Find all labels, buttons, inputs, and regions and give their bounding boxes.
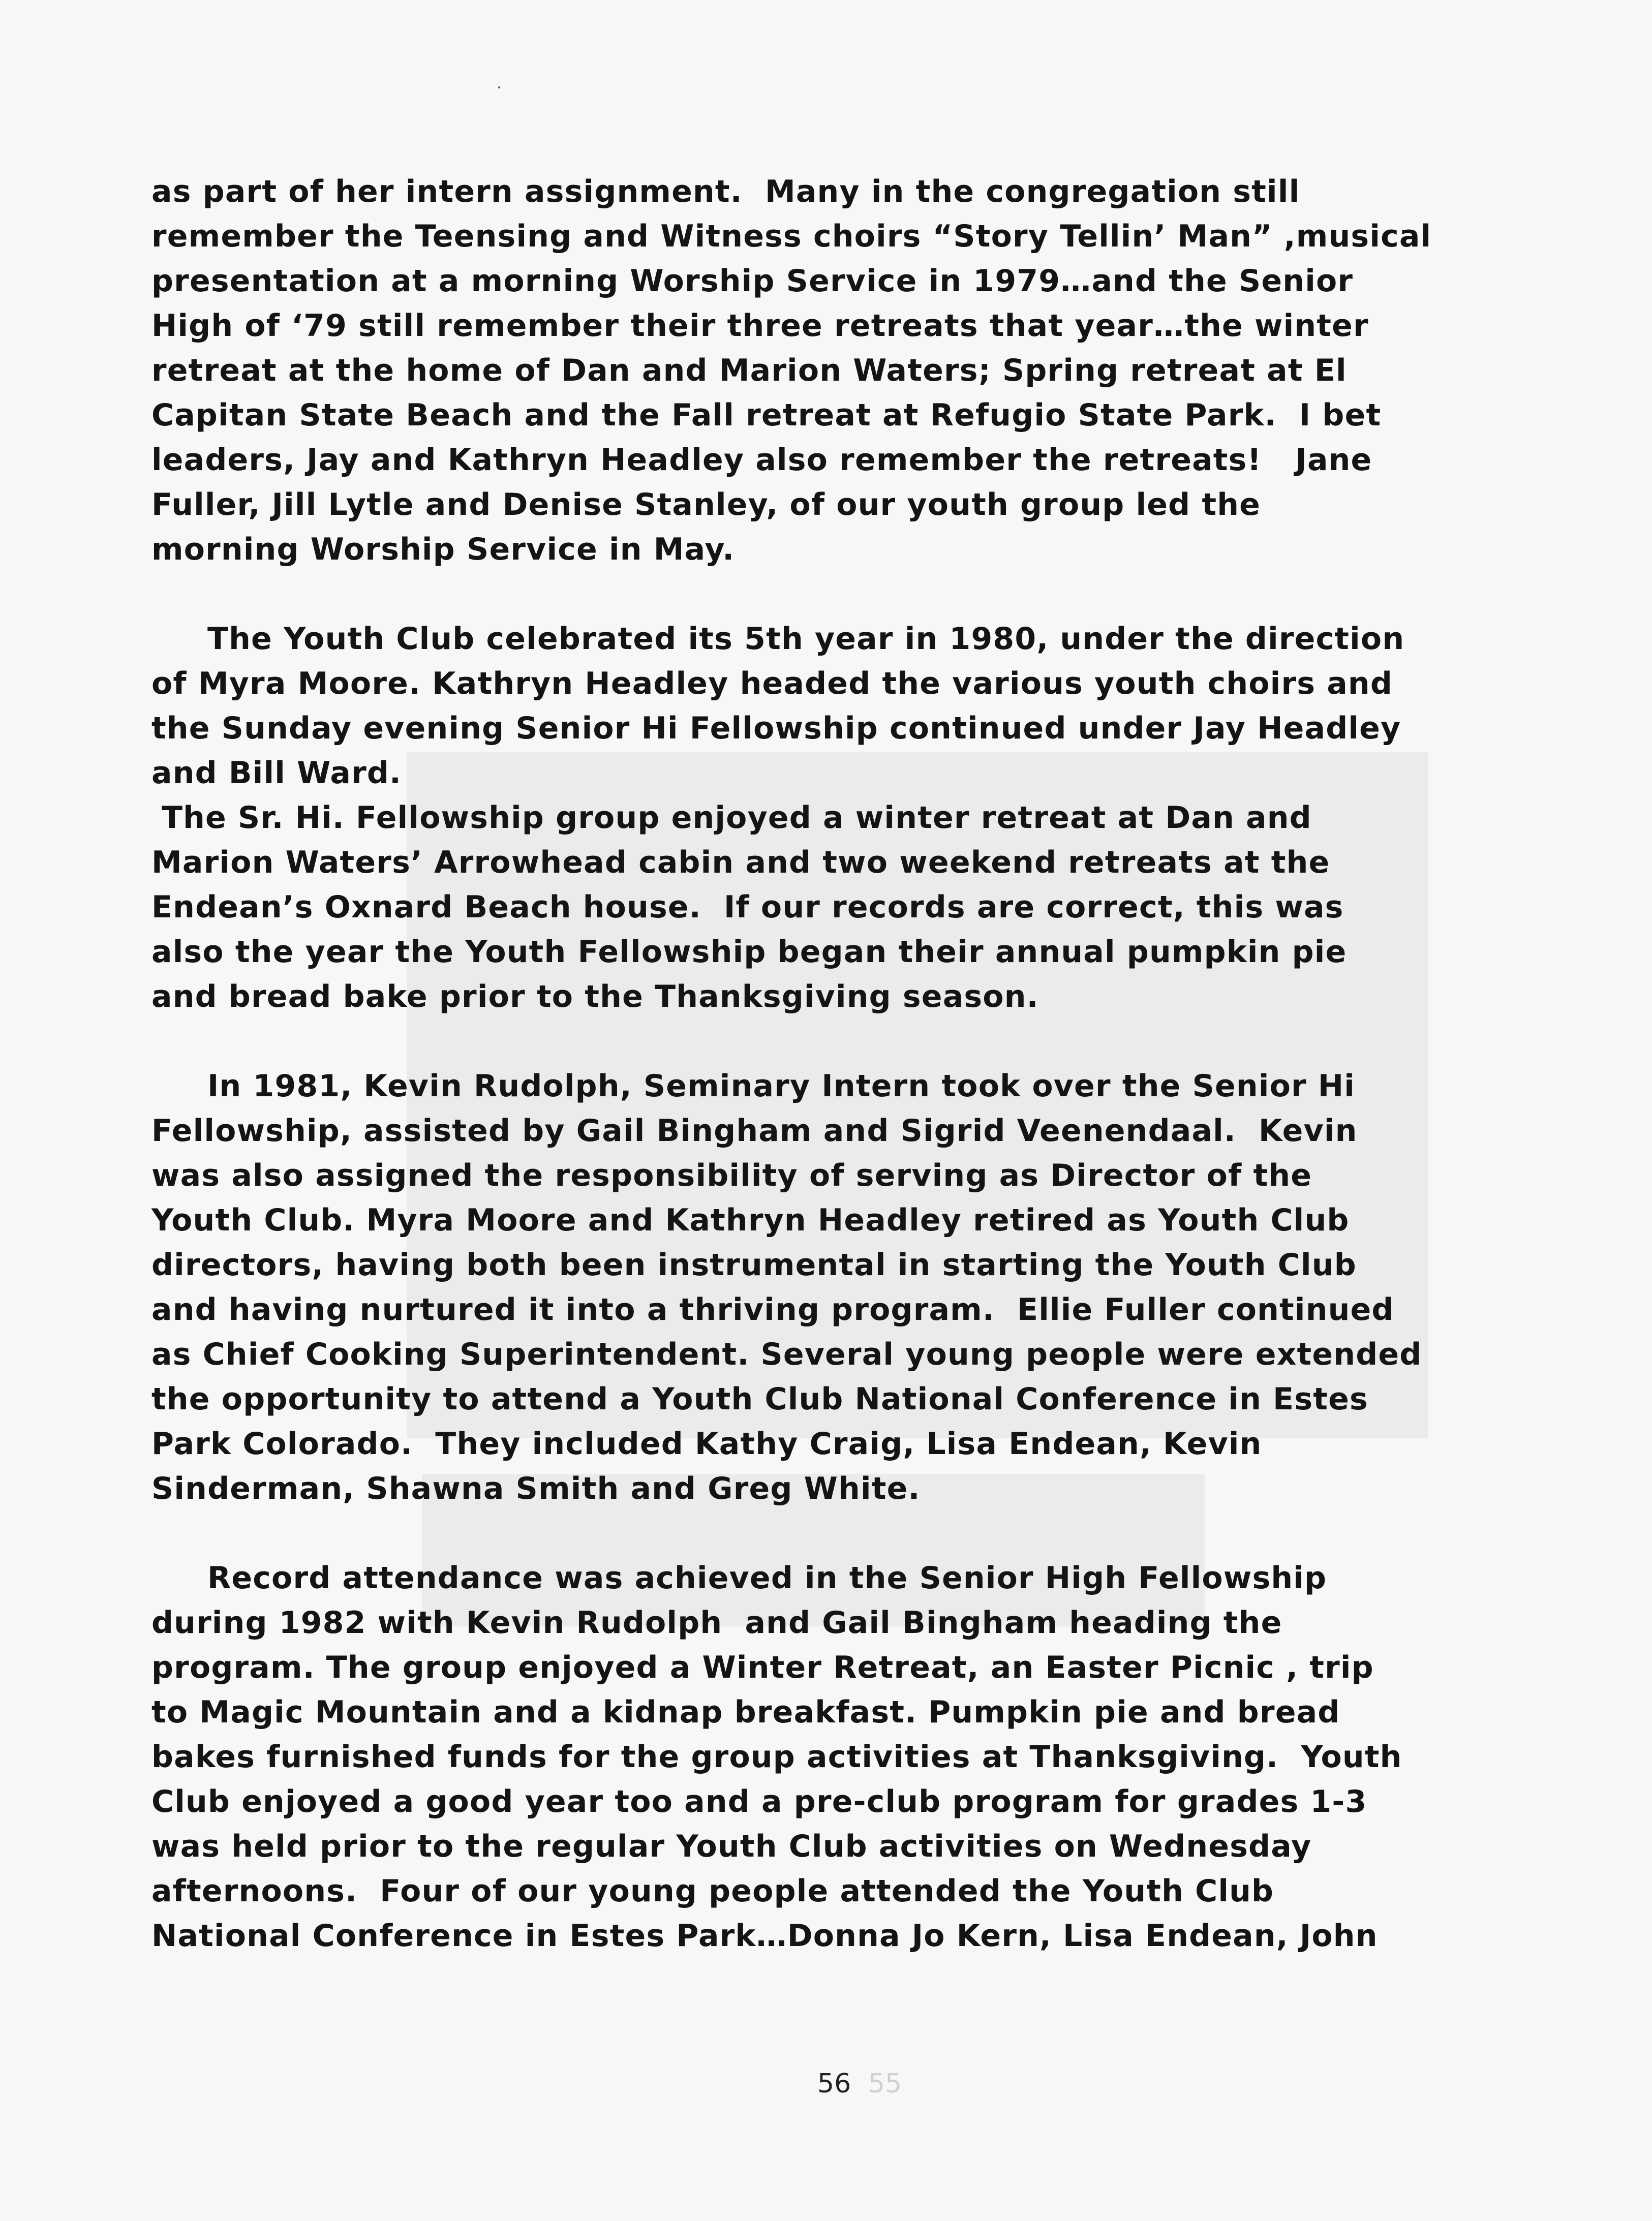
paragraph-youth-club-1980 xyxy=(151,616,1504,795)
text-line: to Magic Mountain and a kidnap breakfast. Pumpkin pie and bread xyxy=(151,1694,1340,1730)
text-line: Endean’s Oxnard Beach house. If our records are correct, this was xyxy=(151,889,1344,925)
text-line: was also assigned the responsibility of serving as Director of the xyxy=(151,1158,1312,1193)
text-line: Marion Waters’ Arrowhead cabin and two weekend retreats at the xyxy=(151,845,1330,880)
text-line: Sinderman, Shawna Smith and Greg White. xyxy=(151,1471,921,1506)
scan-speck xyxy=(498,86,500,88)
text-line: program. The group enjoyed a Winter Retreat, an Easter Picnic , trip xyxy=(151,1650,1374,1685)
text-line: during 1982 with Kevin Rudolph and Gail Bingham heading the xyxy=(151,1605,1282,1641)
paragraph-1982 xyxy=(151,1556,1504,1958)
text-line: Park Colorado. They included Kathy Craig, Lisa Endean, Kevin xyxy=(151,1426,1262,1462)
text-line: as part of her intern assignment. Many in the congregation still xyxy=(151,174,1300,209)
text-line: was held prior to the regular Youth Club activities on Wednesday xyxy=(151,1829,1312,1864)
paragraph-gap xyxy=(151,1019,1504,1064)
paragraph-gap xyxy=(151,1511,1504,1556)
text-line: The Sr. Hi. Fellowship group enjoyed a winter retreat at Dan and xyxy=(162,800,1312,836)
text-line: Club enjoyed a good year too and a pre-club program for grades 1-3 xyxy=(151,1784,1367,1819)
text-line: Youth Club. Myra Moore and Kathryn Headley retired as Youth Club xyxy=(151,1202,1350,1238)
text-line: bakes furnished funds for the group activities at Thanksgiving. Youth xyxy=(151,1739,1402,1775)
text-line: Record attendance was achieved in the Senior High Fellowship xyxy=(207,1560,1327,1596)
text-line: and having nurtured it into a thriving program. Ellie Fuller continued xyxy=(151,1292,1394,1328)
text-line: and Bill Ward. xyxy=(151,755,402,791)
page-number: 56 xyxy=(817,2069,851,2099)
text-line: Capitan State Beach and the Fall retreat at Refugio State Park. I bet xyxy=(151,397,1382,433)
text-line: the opportunity to attend a Youth Club National Conference in Estes xyxy=(151,1381,1368,1417)
text-line: morning Worship Service in May. xyxy=(151,532,735,567)
text-line: as Chief Cooking Superintendent. Several young people were extended xyxy=(151,1337,1422,1372)
body-text xyxy=(151,169,1504,1958)
text-line: National Conference in Estes Park…Donna Jo Kern, Lisa Endean, John xyxy=(151,1918,1378,1954)
paragraph-1981 xyxy=(151,1064,1504,1511)
paragraph-gap xyxy=(151,572,1504,616)
text-line: the Sunday evening Senior Hi Fellowship continued under Jay Headley xyxy=(151,711,1401,746)
text-line: In 1981, Kevin Rudolph, Seminary Intern took over the Senior Hi xyxy=(207,1068,1356,1104)
text-line: also the year the Youth Fellowship began their annual pumpkin pie xyxy=(151,934,1347,970)
text-line: directors, having both been instrumental in starting the Youth Club xyxy=(151,1247,1357,1283)
paragraph-sr-hi-fellowship xyxy=(151,795,1504,1019)
text-line: High of ‘79 still remember their three retreats that year…the winter xyxy=(151,308,1369,344)
show-through-page-number: 55 xyxy=(868,2069,902,2099)
text-line: afternoons. Four of our young people attended the Youth Club xyxy=(151,1873,1274,1909)
text-line: remember the Teensing and Witness choirs “Story Tellin’ Man” ,musical xyxy=(151,219,1432,254)
text-line: The Youth Club celebrated its 5th year in 1980, under the direction xyxy=(207,621,1405,657)
text-line: leaders, Jay and Kathryn Headley also remember the retreats! Jane xyxy=(151,442,1372,478)
text-line: Fuller, Jill Lytle and Denise Stanley, of our youth group led the xyxy=(151,487,1261,522)
text-line: of Myra Moore. Kathryn Headley headed the various youth choirs and xyxy=(151,666,1393,701)
text-line: and bread bake prior to the Thanksgiving season. xyxy=(151,979,1039,1014)
text-line: presentation at a morning Worship Service in 1979…and the Senior xyxy=(151,263,1354,299)
text-line: retreat at the home of Dan and Marion Waters; Spring retreat at El xyxy=(151,353,1347,388)
paragraph-continuation xyxy=(151,169,1504,572)
text-line: Fellowship, assisted by Gail Bingham and Sigrid Veenendaal. Kevin xyxy=(151,1113,1358,1149)
